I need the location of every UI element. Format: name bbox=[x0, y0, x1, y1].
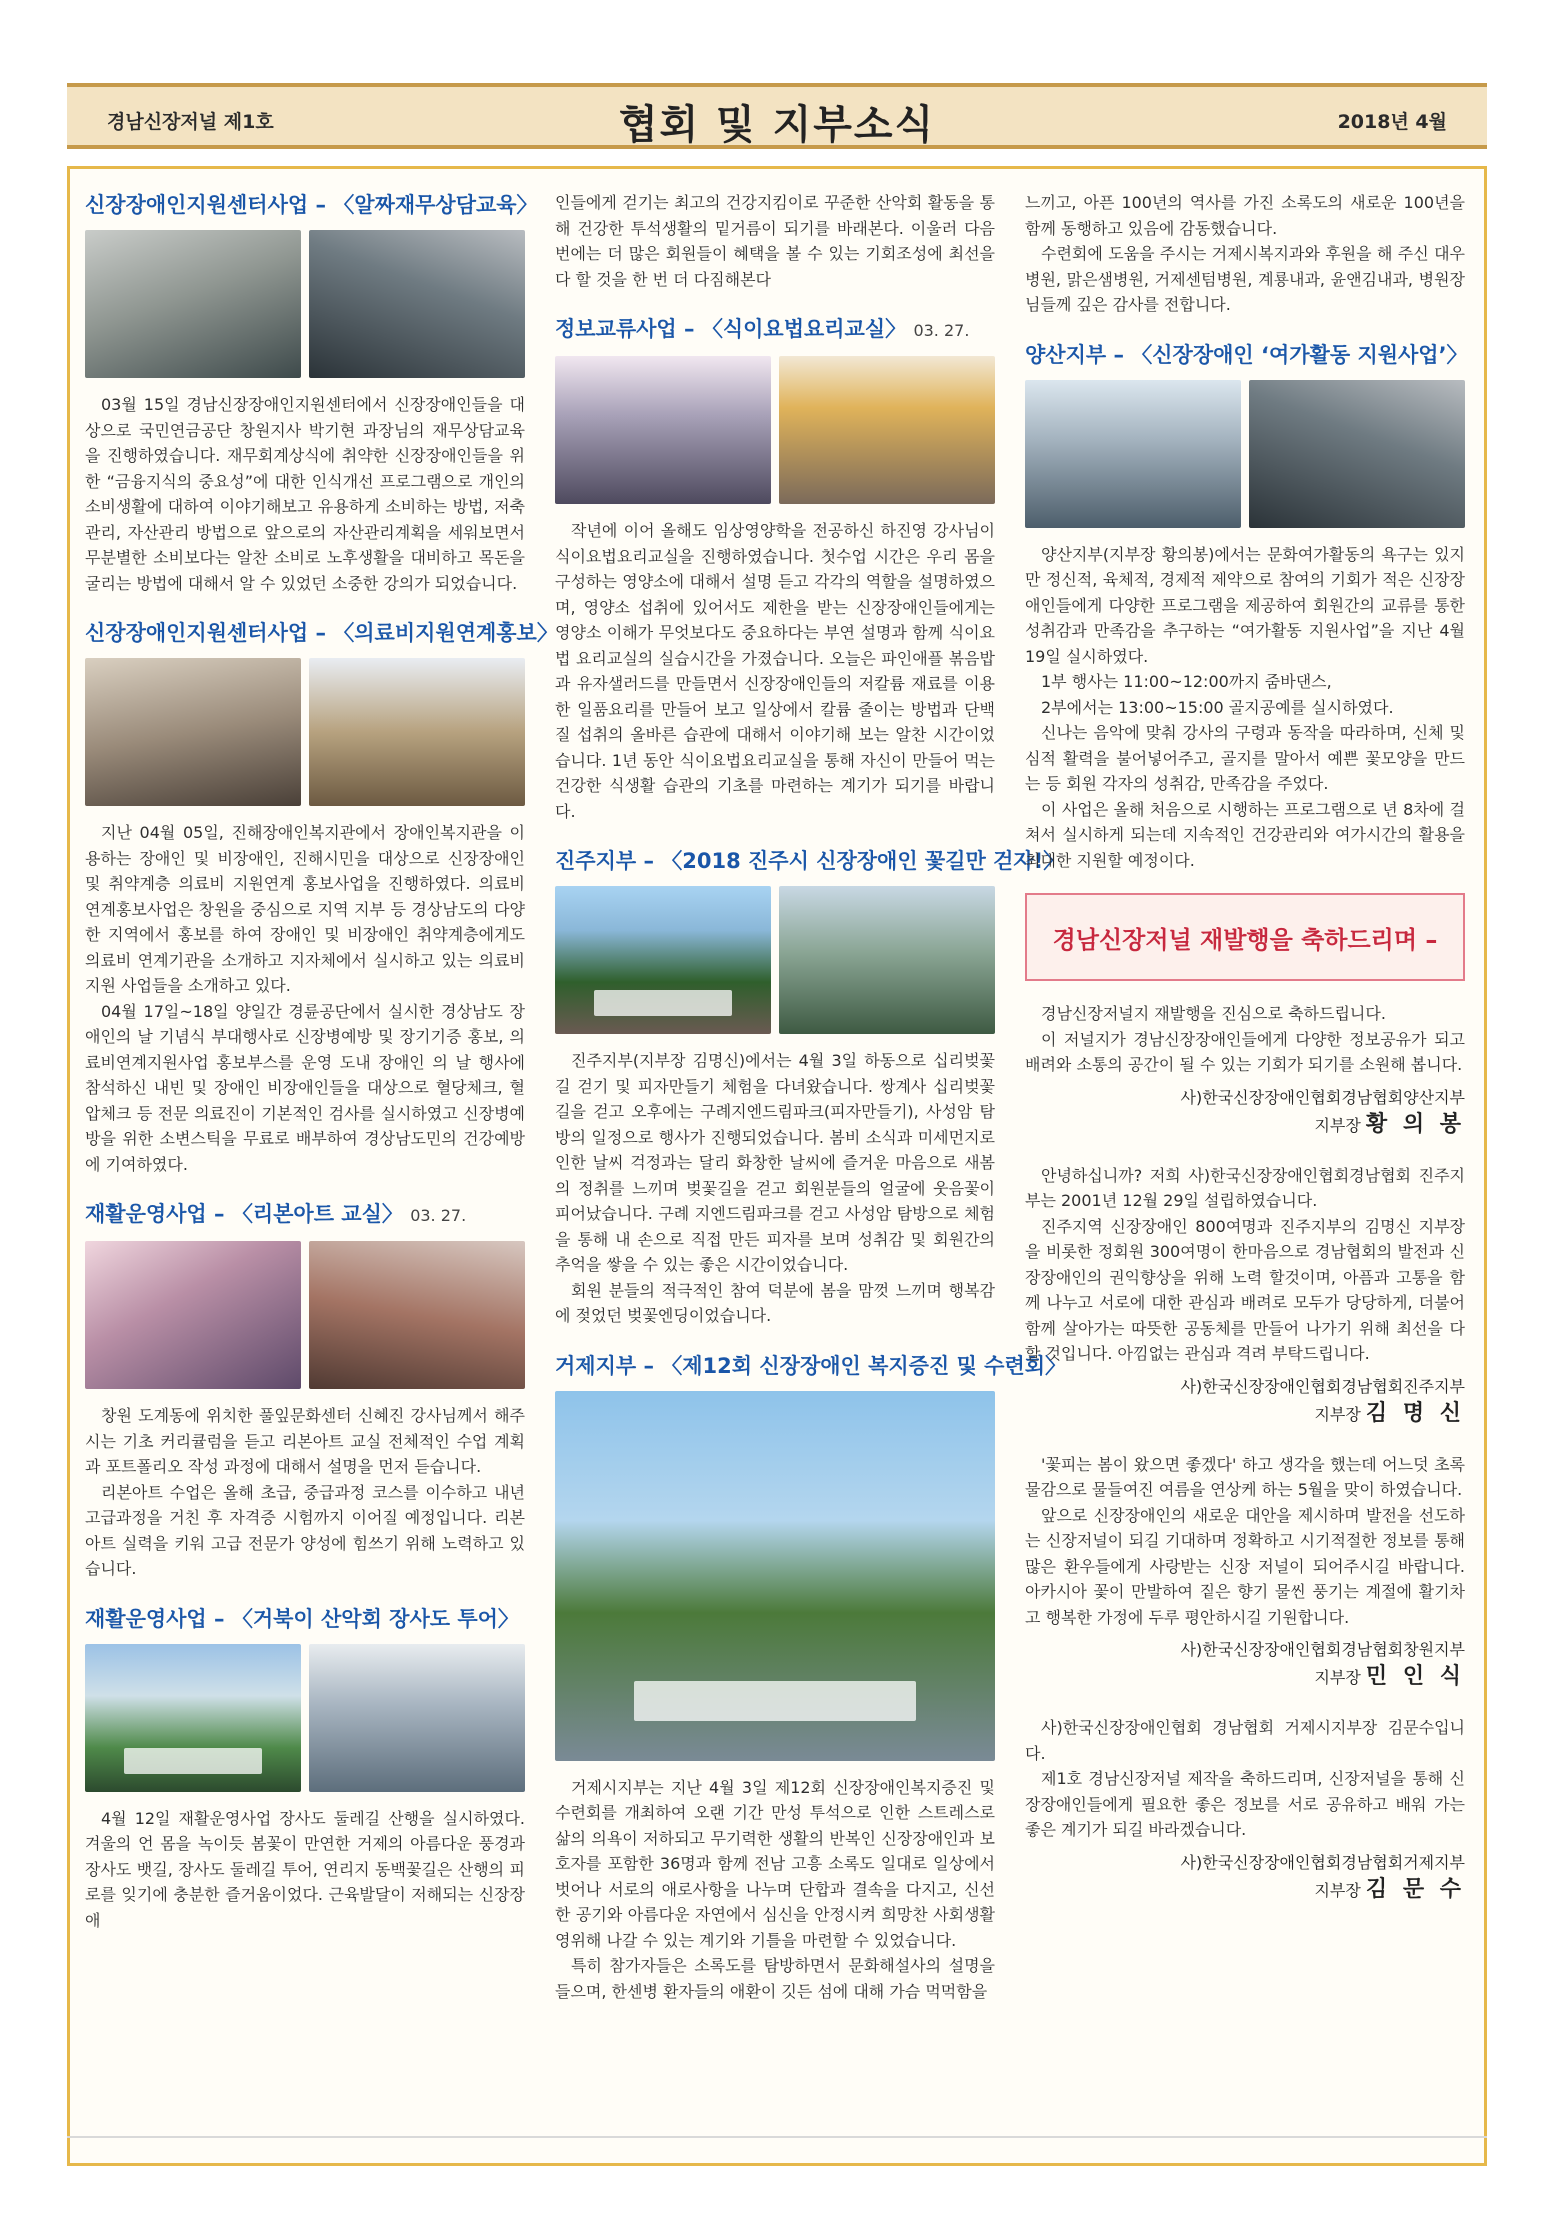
section-body bbox=[555, 1048, 995, 1329]
column-2 bbox=[555, 190, 1067, 2004]
paragraph: 신나는 음악에 맞춰 강사의 구령과 동작을 따라하며, 신체 및 심적 활력을 불어넣어주고, 골지를 말아서 예쁜 꽃모양을 만드는 등 회원 각자의 성취감, 만족감을 주었다. bbox=[1025, 723, 1465, 793]
paragraph: 양산지부(지부장 황의봉)에서는 문화여가활동의 욕구는 있지만 정신적, 육체적, 경제적 제약으로 참여의 기회가 적은 신장장애인들에게 다양한 프로그램을 제공하여 회원간의 교류를 통한 성취감과 만족감을 추구하는 “여가활동 지원사업”을 지난 4월 19일 실시하였다. bbox=[1025, 544, 1465, 666]
section-body bbox=[555, 518, 995, 824]
photo-row bbox=[85, 1644, 525, 1792]
paragraph: 사)한국신장장애인협회 경남협회 거제시지부장 김문수입니다. bbox=[1025, 1718, 1465, 1763]
photo-row bbox=[1025, 380, 1465, 528]
section-body bbox=[85, 820, 525, 1177]
paragraph: 1부 행사는 11:00~12:00까지 줌바댄스, bbox=[1041, 672, 1332, 691]
signature-role: 지부장 bbox=[1314, 1668, 1361, 1687]
section-body bbox=[555, 190, 995, 292]
photo-blossom-walk bbox=[555, 886, 771, 1034]
section-title: 양산지부 – 〈신장장애인 ‘여가활동 지원사업’〉 bbox=[1025, 342, 1468, 367]
photo-cooking-2 bbox=[779, 356, 995, 504]
signature-name bbox=[1025, 1662, 1465, 1693]
paragraph: 특히 참가자들은 소록도를 탐방하면서 문화해설사의 설명을 들으며, 한센병 환자들의 애환이 깃든 섬에 대해 가슴 먹먹함을 bbox=[555, 1956, 995, 2001]
issue-label: 경남신장저널 제1호 bbox=[107, 111, 274, 133]
column-1 bbox=[85, 190, 558, 1933]
photo-row bbox=[555, 1391, 995, 1761]
signature-person: 김 명 신 bbox=[1365, 1400, 1465, 1426]
photo-booth-1 bbox=[85, 658, 301, 806]
signature-person: 황 의 봉 bbox=[1365, 1111, 1465, 1137]
photo-retreat-group bbox=[555, 1391, 995, 1761]
section-title bbox=[85, 1199, 525, 1231]
paragraph: 창원 도계동에 위치한 풀잎문화센터 신혜진 강사님께서 해주시는 기초 커리큘럼을 듣고 리본아트 교실 전체적인 수업 계획과 포트폴리오 작성 과정에 대해서 설명을 먼저 듣습니다. bbox=[85, 1406, 525, 1476]
paragraph: 03월 15일 경남신장장애인지원센터에서 신장장애인들을 대상으로 국민연금공단 창원지사 박기현 과장님의 재무상담교육을 진행하였습니다. 재무회계상식에 취약한 신장장애인들을 위한 “금융지식의 중요성”에 대한 인식개선 프로그램으로 개인의 소비생활에 대하여 이야기해보고 유용하게 소비하는 방법, 저축관리, 자산관리 방법으로 앞으로의 자산관리계획을 세워보면서 무분별한 소비보다는 알찬 소비로 노후생활을 대비하고 목돈을 굴리는 방법에 대해서 알 수 있었던 소중한 강의가 되었습니다. bbox=[85, 395, 525, 593]
photo-ribbon-1 bbox=[85, 1241, 301, 1389]
paragraph: 앞으로 신장장애인의 새로운 대안을 제시하며 발전을 선도하는 신장저널이 되길 기대하며 정확하고 시기적절한 정보를 통해 많은 환우들에게 사랑받는 신장 저널이 되어주시길 바랍니다. 아카시아 꽃이 만발하여 짙은 향기 물씬 풍기는 계절에 활기차고 행복한 가정에 두루 평안하시길 기원합니다. bbox=[1025, 1505, 1465, 1627]
paragraph: 2부에서는 13:00~15:00 골지공예를 실시하였다. bbox=[1041, 697, 1394, 717]
section-title bbox=[555, 314, 995, 346]
section-title-text: 재활운영사업 – 〈리본아트 교실〉 bbox=[85, 1202, 403, 1226]
paragraph: 제1호 경남신장저널 제작을 축하드리며, 신장저널을 통해 신장장애인들에게 필요한 좋은 정보를 서로 공유하고 배워 가는 좋은 계기가 되길 바라겠습니다. bbox=[1025, 1769, 1465, 1839]
section-date: 03. 27. bbox=[913, 321, 970, 340]
paragraph: 리본아트 수업은 올해 초급, 중급과정 코스를 이수하고 내년 고급과정을 거친 후 자격증 시험까지 이어질 예정입니다. 리본아트 실력을 키워 고급 전문가 양성에 힘쓰기 위해 노력하고 있습니다. bbox=[85, 1482, 525, 1578]
paragraph: 인들에게 걷기는 최고의 건강지킴이로 꾸준한 산악회 활동을 통해 건강한 투석생활의 밑거름이 되기를 바래본다. 이울러 다음번에는 더 많은 회원들이 혜택을 볼 수 있는 기회조성에 최선을 다 할 것을 한 번 더 다짐해본다 bbox=[555, 193, 995, 289]
photo-row bbox=[555, 356, 995, 504]
paragraph: 이 저널지가 경남신장장애인들에게 다양한 정보공유가 되고 배려와 소통의 공간이 될 수 있는 기회가 되기를 소원해 봅니다. bbox=[1025, 1029, 1465, 1074]
paragraph: 거제시지부는 지난 4월 3일 제12회 신장장애인복지증진 및 수련회를 개최하여 오랜 기간 만성 투석으로 인한 스트레스로 삶의 의욕이 저하되고 무기력한 생활의 반복인 신장장애인과 보호자를 포함한 36명과 함께 전남 고흥 소록도 일대로 일상에서 벗어나 서로의 애로사항을 나누며 단합과 결속을 다지고, 신선한 공기와 아름다운 자연에서 심신을 안정시켜 희망찬 사회생활 영위해 나갈 수 있는 계기와 기틀을 마련할 수 있었습니다. bbox=[555, 1777, 995, 1950]
paragraph: 작년에 이어 올해도 임상영양학을 전공하신 하진영 강사님이 식이요법요리교실을 진행하였습니다. 첫수업 시간은 우리 몸을 구성하는 영양소에 대해서 설명 듣고 각각의 역할을 설명하였으며, 영양소 섭취에 있어서도 제한을 받는 신장장애인들에게는 영양소 이해가 무엇보다도 중요하다는 부연 설명과 함께 식이요법 요리교실의 실습시간을 가졌습니다. 오늘은 파인애플 볶음밥과 유자샐러드를 만들면서 신장장애인들의 저칼륨 재료를 이용한 일품요리를 만들어 보고 일상에서 칼륨 줄이는 방법과 단백질 섭취의 올바른 습관에 대해서 이야기해 보는 알찬 시간이었습니다. 1년 동안 식이요법요리교실을 통해 자신이 만들어 먹는 건강한 식생활 습관의 기초를 마련하는 계기가 되기를 바랍니다. bbox=[555, 521, 995, 821]
signature-role: 지부장 bbox=[1314, 1404, 1361, 1424]
signature-role: 지부장 bbox=[1314, 1880, 1361, 1900]
paragraph: 진주지부(지부장 김명신)에서는 4월 3일 하동으로 십리벚꽃길 걷기 및 피자만들기 체험을 다녀왔습니다. 쌍계사 십리벚꽃길을 걷고 오후에는 구례지엔드림파크(피자만들기), 사성암 탐방의 일정으로 행사가 진행되었습니다. 봄비 소식과 미세먼지로 인한 날씨 걱정과는 달리 화창한 날씨에 즐거운 마음으로 새봄의 정취를 느끼며 벚꽃길을 걷고 회원분들의 얼굴에 웃음꽃이 피어났습니다. 구례 지엔드림파크를 걷고 사성암 탐방으로 체험을 통해 내 손으로 직접 만든 피자를 보며 성취감 및 회원간의 추억을 쌓을 수 있는 좋은 시간이었습니다. bbox=[555, 1051, 995, 1274]
paragraph: 이 사업은 올해 처음으로 시행하는 프로그램으로 년 8차에 걸쳐서 실시하게 되는데 지속적인 건강관리와 여가시간의 활용을 최대한 지원할 예정이다. bbox=[1025, 799, 1465, 870]
congrats-box: 경남신장저널 재발행을 축하드리며 – bbox=[1025, 893, 1465, 981]
photo-lecture-2 bbox=[309, 230, 525, 378]
photo-lecture-1 bbox=[85, 230, 301, 378]
section-body bbox=[555, 1775, 995, 2005]
paragraph: 안녕하십니까? 저희 사)한국신장장애인협회경남협회 진주지부는 2001년 12월 29일 설립하였습니다. bbox=[1025, 1165, 1465, 1210]
issue-date: 2018년 4월 bbox=[1337, 111, 1447, 133]
photo-row bbox=[85, 658, 525, 806]
section-body bbox=[85, 1403, 525, 1582]
paragraph: 04월 17일~18일 양일간 경륜공단에서 실시한 경상남도 장애인의 날 기념식 부대행사로 신장병예방 및 장기기증 홍보, 의료비연계지원사업 홍보부스를 운영 도내 장애인 의 날 행사에 참석하신 내빈 및 장애인 비장애인들을 대상으로 혈당체크, 혈압체크 등 전문 의료진이 기본적인 검사를 실시하였고 신장병예방을 위한 소변스틱을 무료로 배부하여 경상남도민의 건강예방에 기여하였다. bbox=[85, 1001, 525, 1174]
signature-org: 사)한국신장장애인협회경남협회양산지부 bbox=[1180, 1087, 1465, 1107]
signature-name bbox=[1025, 1875, 1465, 1906]
section-title: 신장장애인지원센터사업 – 〈알짜재무상담교육〉 bbox=[85, 193, 538, 217]
paragraph: 진주지역 신장장애인 800여명과 진주지부의 김명신 지부장을 비롯한 정회원 300여명이 한마음으로 경남협회의 발전과 신장장애인의 권익향상을 위해 노력 할것이며, 아픔과 고통을 함께 나누고 서로에 대한 관심과 배려로 모두가 당당하게, 더불어 함께 살아가는 따뜻한 공동체를 만들어 나가기 위해 최선을 다 할 것입니다. 아낌없는 관심과 격려 부탁드립니다. bbox=[1025, 1216, 1465, 1363]
page-title: 협회 및 지부소식 bbox=[618, 102, 936, 148]
photo-row bbox=[85, 1241, 525, 1389]
section-body bbox=[85, 1806, 525, 1934]
message-body bbox=[1025, 1163, 1465, 1367]
photo-pizza-making bbox=[779, 886, 995, 1034]
paragraph: 느끼고, 아픈 100년의 역사를 가진 소록도의 새로운 100년을 함께 동행하고 있음에 감동했습니다. bbox=[1025, 193, 1465, 238]
section-title: 거제지부 – 〈제12회 신장장애인 복지증진 및 수련회〉 bbox=[555, 1353, 1067, 1378]
section-body bbox=[1025, 190, 1465, 318]
section-title-text: 정보교류사업 – 〈식이요법요리교실〉 bbox=[555, 317, 907, 341]
footer-rule bbox=[67, 2136, 1487, 2138]
signature-org: 사)한국신장장애인협회경남협회거제지부 bbox=[1180, 1852, 1465, 1872]
paragraph: 4월 12일 재활운영사업 장사도 둘레길 산행을 실시하였다. 겨울의 언 몸을 녹이듯 봄꽃이 만연한 거제의 아름다운 풍경과 장사도 뱃길, 장사도 둘레길 투어, 연리지 동백꽃길은 산행의 피로를 잊기에 충분한 즐거움이었다. 근육발달이 저해되는 신장장애 bbox=[85, 1808, 525, 1930]
paragraph: 수련회에 도움을 주시는 거제시복지과와 후원을 해 주신 대우병원, 맑은샘병원, 거제센텀병원, 계룡내과, 윤앤김내과, 병원장님들께 깊은 감사를 전합니다. bbox=[1025, 244, 1465, 314]
section-body bbox=[85, 392, 525, 596]
section-title: 재활운영사업 – 〈거북이 산악회 장사도 투어〉 bbox=[85, 1606, 519, 1631]
signature-role: 지부장 bbox=[1314, 1115, 1361, 1135]
photo-row bbox=[555, 886, 995, 1034]
paragraph: 지난 04월 05일, 진해장애인복지관에서 장애인복지관을 이용하는 장애인 및 비장애인, 진해시민을 대상으로 신장장애인 및 취약계층 의료비 지원연계 홍보사업을 진행하였다. 의료비 연계홍보사업은 창원을 중심으로 지역 지부 등 경상남도의 다양한 지역에서 홍보를 하여 장애인 및 비장애인 취약계층에게도 의료비 연계기관을 소개하고 지자체에서 실시하고 있는 의료비지원 사업들을 소개하고 있다. bbox=[85, 823, 525, 995]
section-body bbox=[1025, 542, 1465, 874]
photo-booth-2 bbox=[309, 658, 525, 806]
section-title: 진주지부 – 〈2018 진주시 신장장애인 꽃길만 걷자!〉 bbox=[555, 849, 1065, 873]
signature-org: 사)한국신장장애인협회경남협회창원지부 bbox=[1180, 1640, 1465, 1659]
signature-org: 사)한국신장장애인협회경남협회진주지부 bbox=[1180, 1376, 1465, 1396]
section-date: 03. 27. bbox=[410, 1206, 467, 1225]
photo-ribbon-2 bbox=[309, 1241, 525, 1389]
page-header bbox=[67, 83, 1487, 149]
paragraph: '꽃피는 봄이 왔으면 좋겠다' 하고 생각을 했는데 어느덧 초록 물감으로 물들여진 여름을 연상케 하는 5월을 맞이 하였습니다. bbox=[1025, 1454, 1465, 1499]
signature-person: 민 인 식 bbox=[1365, 1664, 1465, 1689]
signature-name bbox=[1025, 1399, 1465, 1430]
photo-craft bbox=[1249, 380, 1465, 528]
photo-hiking-group bbox=[85, 1644, 301, 1792]
message-body bbox=[1025, 1452, 1465, 1631]
section-title: 신장장애인지원센터사업 – 〈의료비지원연계홍보〉 bbox=[85, 621, 558, 645]
photo-hiking-trail bbox=[309, 1644, 525, 1792]
paragraph: 경남신장저널지 재발행을 진심으로 축하드립니다. bbox=[1041, 1004, 1386, 1023]
signature-person: 김 문 수 bbox=[1365, 1876, 1465, 1902]
message-body bbox=[1025, 1001, 1465, 1078]
message-body bbox=[1025, 1715, 1465, 1843]
photo-dance bbox=[1025, 380, 1241, 528]
column-3 bbox=[1025, 190, 1468, 1906]
photo-cooking-1 bbox=[555, 356, 771, 504]
signature-name bbox=[1025, 1110, 1465, 1141]
paragraph: 회원 분들의 적극적인 참여 덕분에 봄을 맘껏 느끼며 행복감에 젖었던 벚꽃엔딩이었습니다. bbox=[555, 1280, 995, 1325]
photo-row bbox=[85, 230, 525, 378]
